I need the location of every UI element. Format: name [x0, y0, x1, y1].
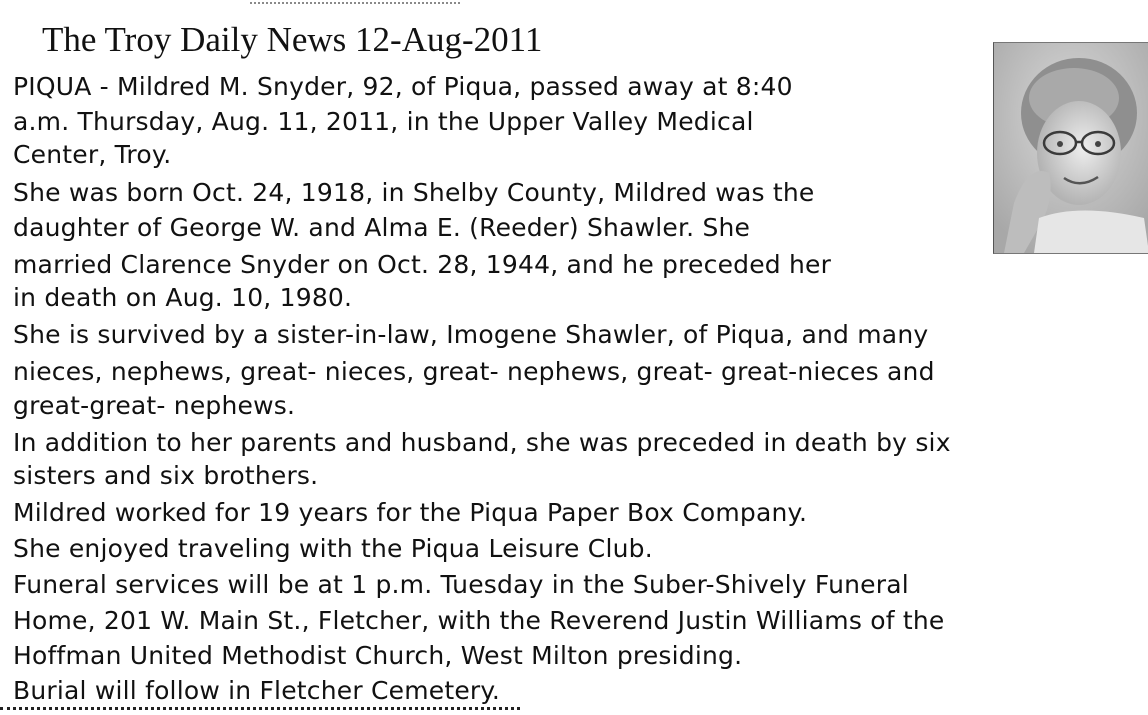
obituary-line: She was born Oct. 24, 1918, in Shelby County, Mildred was the: [13, 178, 815, 207]
obituary-line: Burial will follow in Fletcher Cemetery.: [13, 676, 500, 705]
obituary-line: PIQUA - Mildred M. Snyder, 92, of Piqua, passed away at 8:40: [13, 72, 793, 101]
obituary-line: Home, 201 W. Main St., Fletcher, with the Reverend Justin Williams of the: [13, 606, 945, 635]
obituary-line: Hoffman United Methodist Church, West Milton presiding.: [13, 641, 743, 670]
obituary-line: She is survived by a sister-in-law, Imogene Shawler, of Piqua, and many: [13, 320, 929, 349]
portrait-image: [994, 43, 1148, 253]
cut-off-next-line: [0, 707, 520, 715]
obituary-line: a.m. Thursday, Aug. 11, 2011, in the Upper Valley Medical: [13, 107, 754, 136]
obituary-line: Funeral services will be at 1 p.m. Tuesday in the Suber-Shively Funeral: [13, 570, 909, 599]
obituary-line: In addition to her parents and husband, she was preceded in death by six: [13, 428, 951, 457]
obituary-line: great-great- nephews.: [13, 391, 296, 420]
obituary-line: daughter of George W. and Alma E. (Reeder) Shawler. She: [13, 213, 751, 242]
newspaper-source-line: The Troy Daily News 12-Aug-2011: [42, 20, 543, 59]
obituary-line: married Clarence Snyder on Oct. 28, 1944, and he preceded her: [13, 250, 832, 279]
obituary-line: sisters and six brothers.: [13, 461, 319, 490]
portrait-photo: [993, 42, 1148, 254]
obituary-line: She enjoyed traveling with the Piqua Leisure Club.: [13, 534, 653, 563]
obituary-line: nieces, nephews, great- nieces, great- nephews, great- great-nieces and: [13, 357, 935, 386]
obituary-line: in death on Aug. 10, 1980.: [13, 283, 353, 312]
torn-top-edge: [250, 0, 460, 4]
obituary-line: Mildred worked for 19 years for the Piqua Paper Box Company.: [13, 498, 808, 527]
obituary-line: Center, Troy.: [13, 140, 172, 169]
